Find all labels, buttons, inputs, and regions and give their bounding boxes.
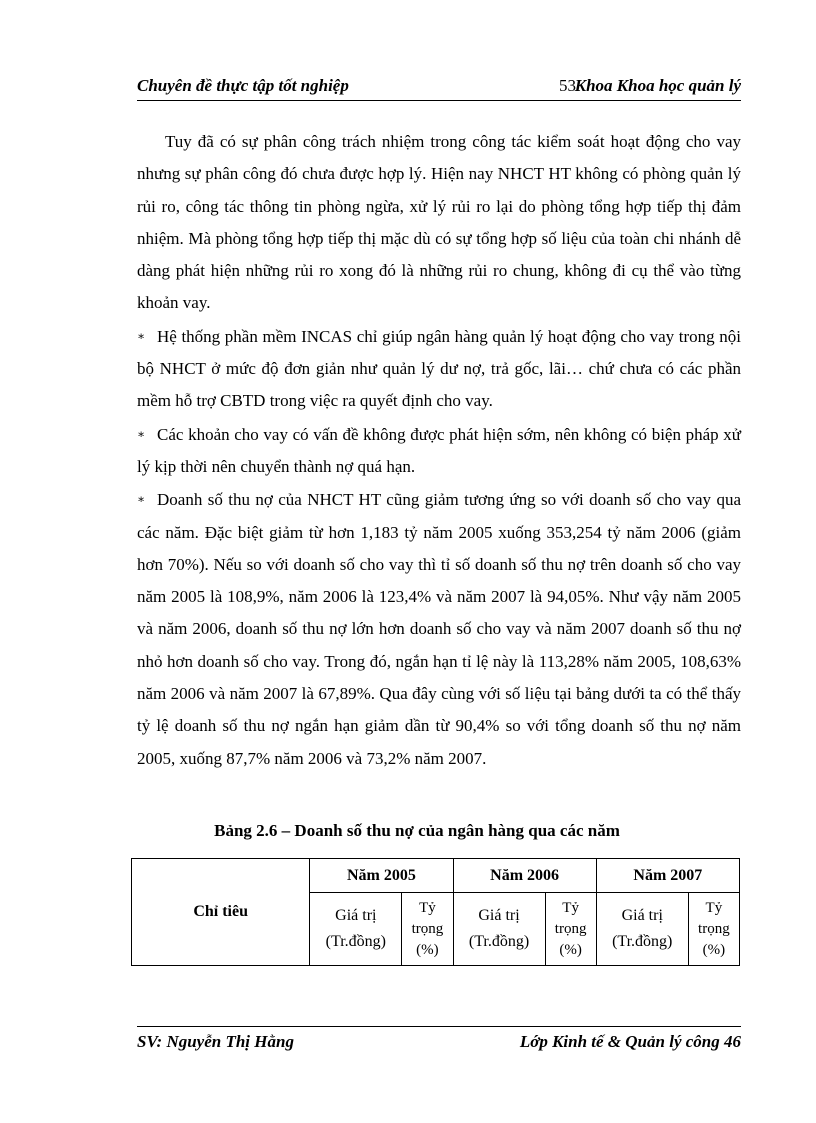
share-header: Tỷ trọng (%) — [545, 893, 596, 966]
page-header — [137, 74, 741, 101]
table-caption — [137, 821, 741, 841]
bullet-paragraph — [137, 418, 741, 484]
table-caption-text: Bảng 2.6 – Doanh số thu nợ của ngân hàng qua các năm — [214, 821, 620, 840]
share-header: Tỷ trọng (%) — [688, 893, 739, 966]
value-header: Giá trị (Tr.đồng) — [453, 893, 545, 966]
share-header: Tỷ trọng (%) — [402, 893, 453, 966]
value-header: Giá trị (Tr.đồng) — [596, 893, 688, 966]
table-header-row — [132, 859, 740, 893]
page-number: 53 — [559, 76, 576, 95]
criteria-header: Chỉ tiêu — [132, 859, 310, 966]
year-header: Năm 2005 — [310, 859, 453, 893]
asterisk-bullet-icon: ∗ — [137, 328, 146, 343]
value-header: Giá trị (Tr.đồng) — [310, 893, 402, 966]
asterisk-bullet-icon: ∗ — [137, 426, 146, 441]
body-text — [137, 126, 741, 775]
paragraph-text: Tuy đã có sự phân công trách nhiệm trong công tác kiểm soát hoạt động cho vay nhưng sự phân công đó chưa được hợp lý. Hiện nay NHCT HT không có phòng quản lý rủi ro, công tác thông tin phòng ngừa, xử lý rủi ro lại do phòng tổng hợp tiếp thị đảm nhiệm. Mà phòng tổng hợp tiếp thị mặc dù có sự tổng hợp số liệu của toàn chi nhánh dễ dàng phát hiện những rủi ro xong đó là những rủi ro chung, không đi cụ thể vào từng khoản vay. — [137, 132, 741, 313]
paragraph — [137, 126, 741, 320]
student-name: SV: Nguyễn Thị Hằng — [137, 1032, 294, 1051]
debt-collection-table — [131, 858, 740, 966]
paragraph-text: Doanh số thu nợ của NHCT HT cũng giảm tương ứng so với doanh số cho vay qua các năm. Đặc biệt giảm từ hơn 1,183 tỷ năm 2005 xuống 353,254 tỷ năm 2006 (giảm hơn 70%). Nếu so với doanh số cho vay thì tỉ số doanh số thu nợ trên doanh số cho vay năm 2005 là 108,9%, năm 2006 là 123,4% và năm 2007 là 94,05%. Như vậy năm 2005 và năm 2006, doanh số thu nợ lớn hơn doanh số cho vay và năm 2007 doanh số thu nợ nhỏ hơn doanh số cho vay. Trong đó, ngắn hạn tỉ lệ này là 113,28% năm 2005, 108,63% năm 2006 và năm 2007 là 67,89%. Qua đây cùng với số liệu tại bảng dưới ta có thể thấy tỷ lệ doanh số thu nợ ngắn hạn giảm dần từ 90,4% so với tổng doanh số thu nợ năm 2005, xuống 87,7% năm 2006 và 73,2% năm 2007. — [137, 490, 741, 768]
document-title: Chuyên đề thực tập tốt nghiệp — [137, 76, 349, 95]
year-header: Năm 2007 — [596, 859, 739, 893]
bullet-paragraph — [137, 483, 741, 775]
paragraph-text: Hệ thống phần mềm INCAS chỉ giúp ngân hàng quản lý hoạt động cho vay trong nội bộ NHCT ở mức độ đơn giản như quản lý dư nợ, trả gốc, lãi… chứ chưa có các phần mềm hỗ trợ CBTD trong việc ra quyết định cho vay. — [137, 326, 741, 411]
faculty-name: Khoa Khoa học quản lý — [574, 76, 741, 95]
asterisk-bullet-icon: ∗ — [137, 492, 146, 507]
bullet-paragraph — [137, 320, 741, 418]
paragraph-text: Các khoản cho vay có vấn đề không được phát hiện sớm, nên không có biện pháp xử lý kịp thời nên chuyển thành nợ quá hạn. — [137, 424, 741, 476]
year-header: Năm 2006 — [453, 859, 596, 893]
page-footer — [137, 1026, 741, 1055]
class-name: Lớp Kinh tế & Quản lý công 46 — [519, 1032, 741, 1051]
